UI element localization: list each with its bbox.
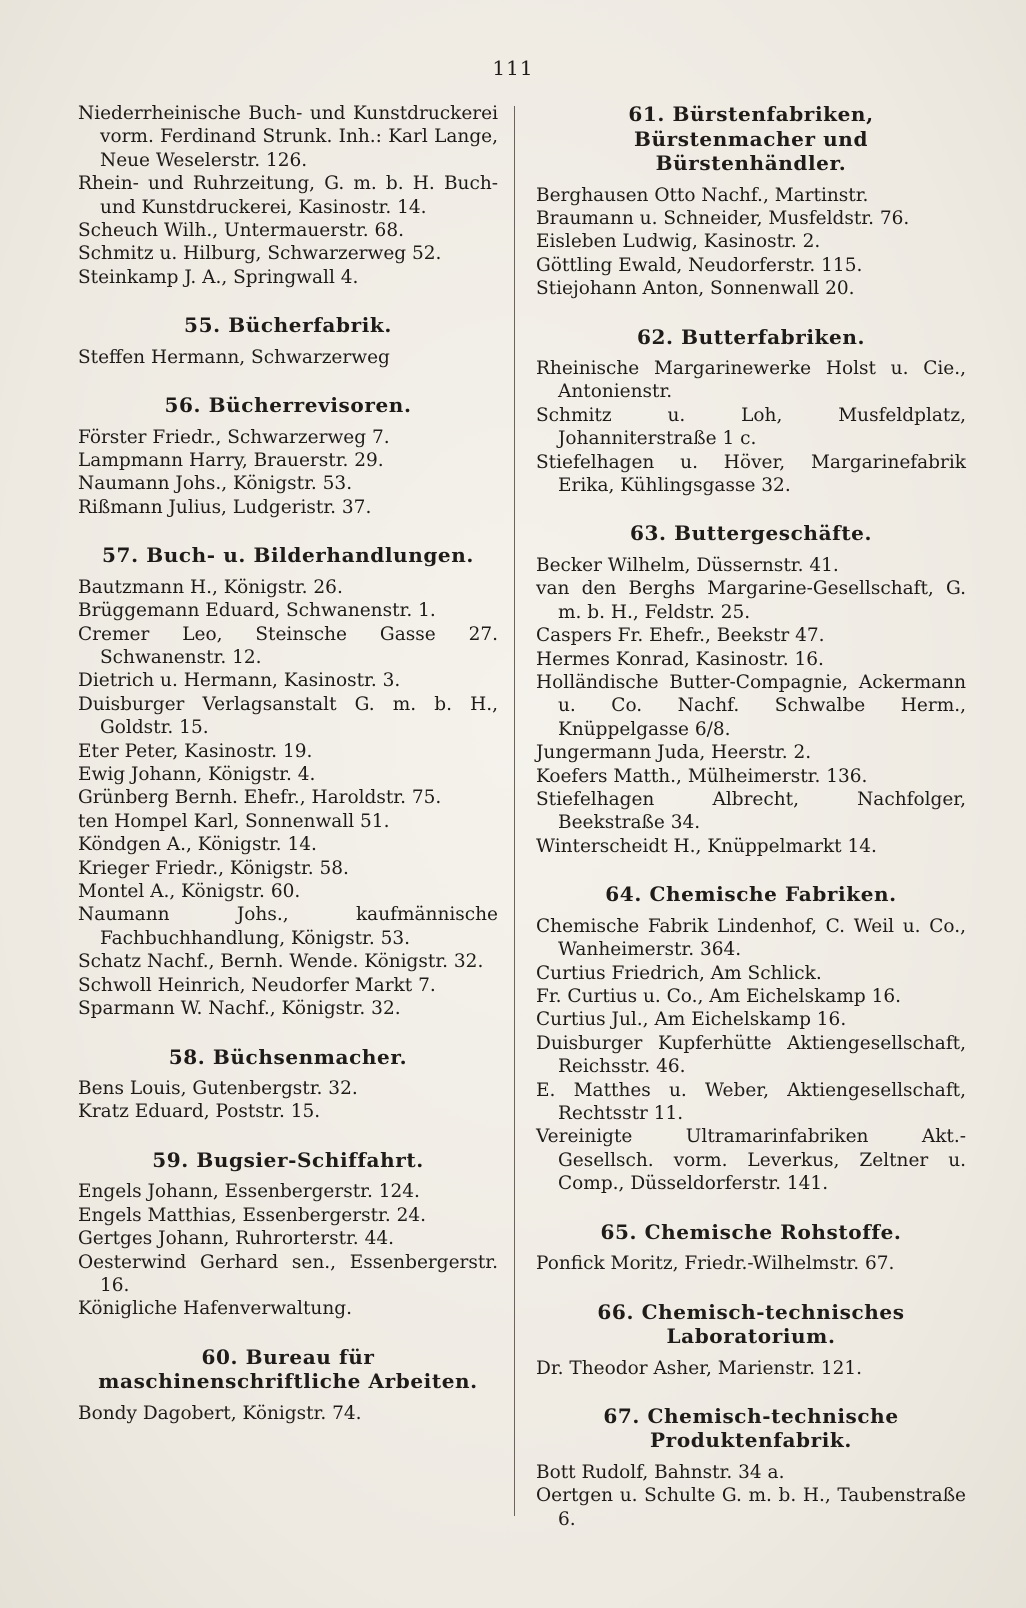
- directory-entry: Stiejohann Anton, Sonnenwall 20.: [536, 278, 855, 300]
- directory-entry: Montel A., Königstr. 60.: [78, 881, 301, 903]
- directory-entry: Duisburger Kupferhütte Aktiengesellschaft, Reichsstr. 46.: [536, 1032, 966, 1078]
- directory-entry: Rhein- und Ruhrzeitung, G. m. b. H. Buch- und Kunstdruckerei, Kasinostr. 14.: [78, 173, 498, 218]
- directory-entry: Bautzmann H., Königstr. 26.: [78, 576, 343, 598]
- directory-entry: Gertges Johann, Ruhrorterstr. 44.: [78, 1228, 394, 1250]
- directory-entry: Cremer Leo, Steinsche Gasse 27. Schwanenstr. 12.: [78, 623, 498, 668]
- left-column: [78, 102, 498, 1425]
- directory-entry: Lampmann Harry, Brauerstr. 29.: [78, 450, 384, 472]
- page-number: 111: [492, 56, 534, 80]
- directory-entry: E. Matthes u. Weber, Aktiengesellschaft, Rechtsstr 11.: [536, 1079, 966, 1124]
- directory-entry: Steffen Hermann, Schwarzerweg: [78, 346, 390, 368]
- directory-entry: Brüggemann Eduard, Schwanenstr. 1.: [78, 600, 436, 622]
- section-heading: 59. Bugsier-Schiffahrt.: [152, 1147, 424, 1172]
- directory-entry: Curtius Friedrich, Am Schlick.: [536, 962, 822, 984]
- directory-entry: Oertgen u. Schulte G. m. b. H., Taubenstraße 6.: [536, 1485, 966, 1530]
- section-heading: 61. Bürstenfabriken, Bürstenmacher und Bürstenhändler.: [628, 102, 874, 175]
- directory-entry: Chemische Fabrik Lindenhof, C. Weil u. Co., Wanheimerstr. 364.: [536, 915, 966, 961]
- section-heading: 56. Bücherrevisoren.: [164, 393, 412, 418]
- directory-entry: Engels Johann, Essenbergerstr. 124.: [78, 1181, 420, 1203]
- directory-entry: Stiefelhagen Albrecht, Nachfolger, Beekstraße 34.: [536, 789, 966, 834]
- directory-entry: Niederrheinische Buch- und Kunstdruckerei vorm. Ferdinand Strunk. Inh.: Karl Lange, Neue Weselerstr. 126.: [78, 103, 498, 171]
- directory-entry: Eter Peter, Kasinostr. 19.: [78, 740, 313, 762]
- section-heading: 64. Chemische Fabriken.: [605, 882, 897, 907]
- directory-entry: Naumann Johs., Königstr. 53.: [78, 473, 353, 495]
- section-heading: 63. Buttergeschäfte.: [629, 521, 873, 546]
- directory-entry: Caspers Fr. Ehefr., Beekstr 47.: [536, 625, 825, 647]
- directory-entry: Eisleben Ludwig, Kasinostr. 2.: [536, 231, 821, 253]
- directory-entry: Oesterwind Gerhard sen., Essenbergerstr. 16.: [78, 1251, 498, 1296]
- directory-entry: Dietrich u. Hermann, Kasinostr. 3.: [78, 670, 401, 692]
- section-heading: 57. Buch- u. Bilderhandlungen.: [102, 543, 474, 568]
- directory-entry: Göttling Ewald, Neudorferstr. 115.: [536, 254, 863, 276]
- directory-entry: Vereinigte Ultramarinfabriken Akt.-Gesellsch. vorm. Leverkus, Zeltner u. Comp., Düsseldorferstr. 141.: [536, 1126, 966, 1195]
- directory-entry: ten Hompel Karl, Sonnenwall 51.: [78, 810, 390, 832]
- section-heading: 62. Butterfabriken.: [636, 324, 866, 349]
- directory-entry: Berghausen Otto Nachf., Martinstr.: [536, 184, 869, 206]
- directory-entry: Königliche Hafenverwaltung.: [78, 1298, 352, 1320]
- directory-entry: Braumann u. Schneider, Musfeldstr. 76.: [536, 207, 910, 229]
- directory-entry: Hermes Konrad, Kasinostr. 16.: [536, 648, 824, 670]
- section-heading: 65. Chemische Rohstoffe.: [600, 1219, 902, 1244]
- directory-entry: Sparmann W. Nachf., Königstr. 32.: [78, 998, 401, 1020]
- directory-entry: Rheinische Margarinewerke Holst u. Cie., Antonienstr.: [536, 358, 966, 403]
- directory-entry: Scheuch Wilh., Untermauerstr. 68.: [78, 220, 404, 242]
- column-divider: [514, 106, 515, 1516]
- directory-entry: Engels Matthias, Essenbergerstr. 24.: [78, 1204, 427, 1226]
- directory-entry: van den Berghs Margarine-Gesellschaft, G. m. b. H., Feldstr. 25.: [536, 578, 966, 623]
- directory-entry: Bott Rudolf, Bahnstr. 34 a.: [536, 1461, 785, 1483]
- directory-entry: Winterscheidt H., Knüppelmarkt 14.: [536, 835, 877, 857]
- directory-entry: Duisburger Verlagsanstalt G. m. b. H., Goldstr. 15.: [78, 693, 498, 739]
- directory-entry: Bondy Dagobert, Königstr. 74.: [78, 1402, 362, 1424]
- directory-entry: Köndgen A., Königstr. 14.: [78, 834, 317, 856]
- directory-entry: Kratz Eduard, Poststr. 15.: [78, 1101, 321, 1123]
- section-heading: 60. Bureau für maschinenschriftliche Arbeiten.: [98, 1344, 478, 1394]
- directory-entry: Schmitz u. Hilburg, Schwarzerweg 52.: [78, 243, 442, 265]
- directory-entry: Schwoll Heinrich, Neudorfer Markt 7.: [78, 974, 436, 996]
- directory-entry: Holländische Butter-Compagnie, Ackermann u. Co. Nachf. Schwalbe Herm., Knüppelgasse 6/8.: [536, 672, 966, 740]
- directory-entry: Förster Friedr., Schwarzerweg 7.: [78, 426, 390, 448]
- section-heading: 55. Bücherfabrik.: [184, 313, 392, 338]
- directory-entry: Stiefelhagen u. Höver, Margarinefabrik Erika, Kühlingsgasse 32.: [536, 451, 966, 497]
- directory-entry: Koefers Matth., Mülheimerstr. 136.: [536, 765, 868, 787]
- directory-entry: Rißmann Julius, Ludgeristr. 37.: [78, 496, 372, 518]
- directory-entry: Krieger Friedr., Königstr. 58.: [78, 857, 349, 879]
- directory-entry: Jungermann Juda, Heerstr. 2.: [536, 742, 812, 764]
- directory-entry: Naumann Johs., kaufmännische Fachbuchhandlung, Königstr. 53.: [78, 904, 498, 949]
- directory-entry: Curtius Jul., Am Eichelskamp 16.: [536, 1009, 847, 1031]
- directory-entry: Steinkamp J. A., Springwall 4.: [78, 266, 359, 288]
- directory-entry: Schmitz u. Loh, Musfeldplatz, Johanniterstraße 1 c.: [536, 404, 966, 450]
- directory-entry: Becker Wilhelm, Düssernstr. 41.: [536, 554, 839, 576]
- section-heading: 66. Chemisch-technisches Laboratorium.: [597, 1299, 905, 1349]
- directory-entry: Ewig Johann, Königstr. 4.: [78, 764, 316, 786]
- directory-entry: Ponfick Moritz, Friedr.-Wilhelmstr. 67.: [536, 1253, 895, 1275]
- section-heading: 67. Chemisch-technische Produktenfabrik.: [603, 1403, 899, 1453]
- directory-entry: Grünberg Bernh. Ehefr., Haroldstr. 75.: [78, 787, 442, 809]
- directory-entry: Schatz Nachf., Bernh. Wende. Königstr. 32.: [78, 951, 484, 973]
- section-heading: 58. Büchsenmacher.: [168, 1044, 408, 1069]
- directory-entry: Dr. Theodor Asher, Marienstr. 121.: [536, 1357, 863, 1379]
- right-column: [536, 102, 966, 1531]
- directory-entry: Bens Louis, Gutenbergstr. 32.: [78, 1078, 358, 1099]
- directory-entry: Fr. Curtius u. Co., Am Eichelskamp 16.: [536, 985, 902, 1007]
